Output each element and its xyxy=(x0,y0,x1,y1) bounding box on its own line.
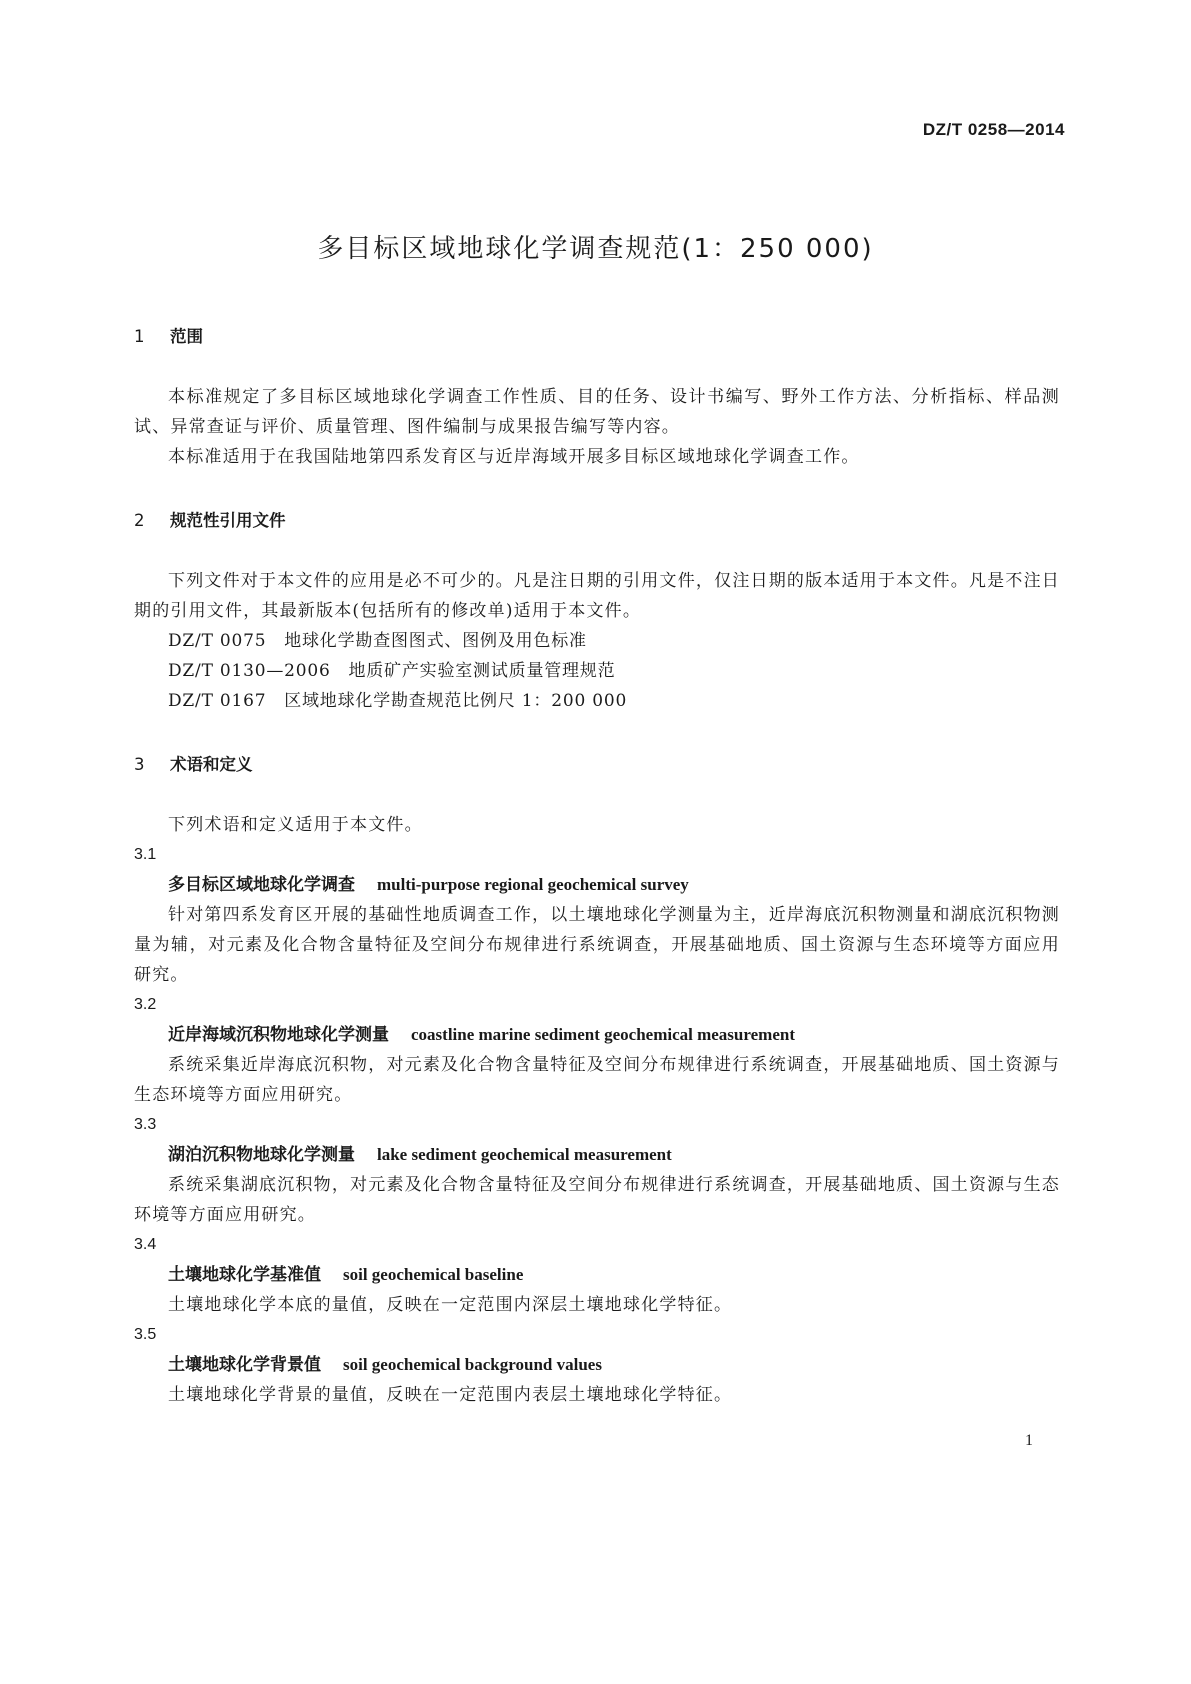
reference-code: DZ/T 0075 xyxy=(168,631,267,651)
term-definition: 系统采集近岸海底沉积物，对元素及化合物含量特征及空间分布规律进行系统调查，开展基础地质、国土资源与生态环境等方面应用研究。 xyxy=(134,1055,1060,1105)
term-en: soil geochemical background values xyxy=(343,1355,602,1374)
standard-code: DZ/T 0258—2014 xyxy=(922,120,1065,139)
section-number: 2 xyxy=(134,511,145,530)
term-heading xyxy=(134,1260,1060,1290)
term-number: 3.2 xyxy=(134,996,157,1013)
paragraph: 本标准适用于在我国陆地第四系发育区与近岸海域开展多目标区域地球化学调查工作。 xyxy=(168,447,860,467)
section-title: 范围 xyxy=(170,327,203,346)
term-definition: 针对第四系发育区开展的基础性地质调查工作，以土壤地球化学测量为主，近岸海底沉积物测量和湖底沉积物测量为辅，对元素及化合物含量特征及空间分布规律进行系统调查，开展基础地质、国土资源与生态环境等方面应用研究。 xyxy=(134,905,1060,985)
term-number: 3.4 xyxy=(134,1236,157,1253)
section-1-heading xyxy=(134,326,1060,348)
paragraph: 本标准规定了多目标区域地球化学调查工作性质、目的任务、设计书编写、野外工作方法、分析指标、样品测试、异常查证与评价、质量管理、图件编制与成果报告编写等内容。 xyxy=(134,387,1060,437)
page-number: 1 xyxy=(1025,1432,1033,1449)
section-number: 3 xyxy=(134,755,145,774)
term-heading xyxy=(134,1350,1060,1380)
term-number: 3.5 xyxy=(134,1326,157,1343)
term-definition: 系统采集湖底沉积物，对元素及化合物含量特征及空间分布规律进行系统调查，开展基础地质、国土资源与生态环境等方面应用研究。 xyxy=(134,1175,1060,1225)
paragraph: 下列文件对于本文件的应用是必不可少的。凡是注日期的引用文件，仅注日期的版本适用于本文件。凡是不注日期的引用文件，其最新版本(包括所有的修改单)适用于本文件。 xyxy=(134,571,1060,621)
reference-item xyxy=(134,686,1060,716)
reference-item xyxy=(134,656,1060,686)
term-zh: 土壤地球化学背景值 xyxy=(168,1355,321,1375)
term-zh: 多目标区域地球化学调查 xyxy=(168,875,355,895)
term-en: coastline marine sediment geochemical measurement xyxy=(411,1025,795,1044)
term-heading xyxy=(134,870,1060,900)
term-en: soil geochemical baseline xyxy=(343,1265,524,1284)
section-title: 术语和定义 xyxy=(170,755,253,774)
term-zh: 近岸海域沉积物地球化学测量 xyxy=(168,1025,389,1045)
term-zh: 土壤地球化学基准值 xyxy=(168,1265,321,1285)
section-3-heading xyxy=(134,754,1060,776)
section-2-heading xyxy=(134,510,1060,532)
reference-item xyxy=(134,626,1060,656)
term-definition: 土壤地球化学本底的量值，反映在一定范围内深层土壤地球化学特征。 xyxy=(168,1295,733,1315)
reference-title: 地球化学勘查图图式、图例及用色标准 xyxy=(284,631,587,651)
paragraph: 下列术语和定义适用于本文件。 xyxy=(168,815,423,835)
document-title: 多目标区域地球化学调查规范(1：250 000) xyxy=(317,234,874,264)
term-definition: 土壤地球化学背景的量值，反映在一定范围内表层土壤地球化学特征。 xyxy=(168,1385,733,1405)
term-number: 3.3 xyxy=(134,1116,157,1133)
term-en: lake sediment geochemical measurement xyxy=(377,1145,672,1164)
document-body xyxy=(134,326,1060,1410)
reference-code: DZ/T 0167 xyxy=(168,691,267,711)
reference-title: 区域地球化学勘查规范比例尺 1：200 000 xyxy=(284,691,628,711)
section-title: 规范性引用文件 xyxy=(170,511,286,530)
reference-title: 地质矿产实验室测试质量管理规范 xyxy=(348,661,616,681)
term-number: 3.1 xyxy=(134,846,157,863)
term-en: multi-purpose regional geochemical survey xyxy=(377,875,689,894)
reference-code: DZ/T 0130—2006 xyxy=(168,661,331,681)
term-heading xyxy=(134,1140,1060,1170)
section-number: 1 xyxy=(134,327,145,346)
term-zh: 湖泊沉积物地球化学测量 xyxy=(168,1145,355,1165)
term-heading xyxy=(134,1020,1060,1050)
